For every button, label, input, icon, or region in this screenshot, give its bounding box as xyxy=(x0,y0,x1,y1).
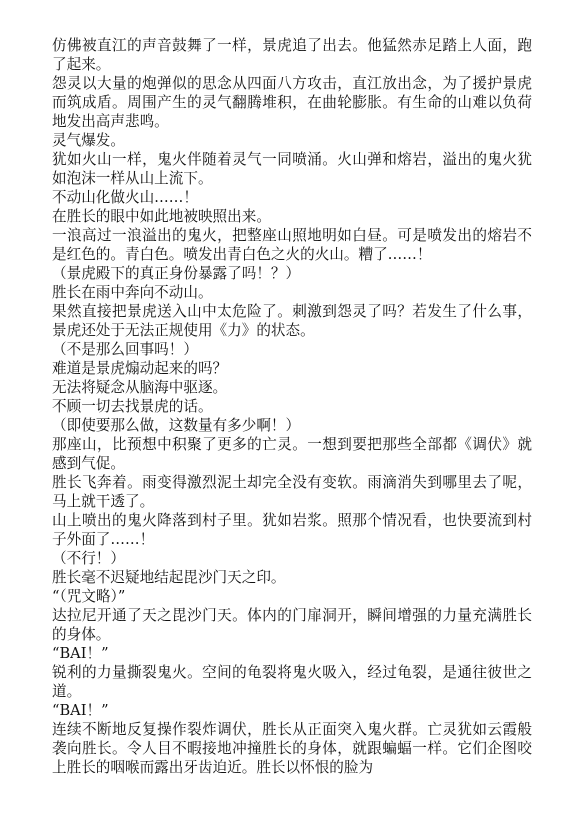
paragraph: 一浪高过一浪溢出的鬼火，把整座山照地明如白昼。可是喷发出的熔岩不是红色的。青白色。喷发出青白色之火的火山。糟了……！ xyxy=(52,227,532,263)
paragraph: 山上喷出的鬼火降落到村子里。犹如岩浆。照那个情况看，也快要流到村子外面了……！ xyxy=(52,512,532,548)
paragraph: （不是那么回事吗！） xyxy=(52,341,198,358)
paragraph: 果然直接把景虎送入山中太危险了。刺激到怨灵了吗？若发生了什么事，景虎还处于无法正规使用《力》的状态。 xyxy=(52,303,532,339)
paragraph: 难道是景虎煽动起来的吗？ xyxy=(52,360,228,377)
paragraph: 胜长毫不迟疑地结起毘沙门天之印。 xyxy=(52,569,286,586)
paragraph: 不动山化做火山……！ xyxy=(52,189,198,206)
paragraph: 胜长在雨中奔向不动山。 xyxy=(52,284,213,301)
paragraph: 灵气爆发。 xyxy=(52,132,125,149)
paragraph: （即使要那么做，这数量有多少啊！） xyxy=(52,417,301,434)
paragraph: “BAI！” xyxy=(52,645,109,662)
paragraph: 胜长飞奔着。雨变得激烈泥土却完全没有变软。雨滴消失到哪里去了呢，马上就干透了。 xyxy=(52,474,532,510)
paragraph: 锐利的力量撕裂鬼火。空间的龟裂将鬼火吸入，经过龟裂，是通往彼世之道。 xyxy=(52,664,532,700)
paragraph: 在胜长的眼中如此地被映照出来。 xyxy=(52,208,271,225)
paragraph: 那座山，比预想中积聚了更多的亡灵。一想到要把那些全部都《调伏》就感到气促。 xyxy=(52,436,532,472)
paragraph: 达拉尼开通了天之毘沙门天。体内的门扉洞开，瞬间增强的力量充满胜长的身体。 xyxy=(52,607,532,643)
document-body xyxy=(52,36,532,777)
paragraph: （景虎殿下的真正身份暴露了吗！？） xyxy=(52,265,301,282)
paragraph: （不行！） xyxy=(52,550,125,567)
paragraph: “（咒文略）” xyxy=(52,588,126,605)
paragraph: 连续不断地反复操作裂炸调伏，胜长从正面突入鬼火群。亡灵犹如云霞般袭向胜长。令人目不暇接地冲撞胜长的身体，就跟蝙蝠一样。它们企图咬上胜长的咽喉而露出牙齿迫近。胜长以怀恨的脸为 xyxy=(52,721,532,776)
paragraph: 仿佛被直江的声音鼓舞了一样，景虎追了出去。他猛然赤足踏上人面，跑了起来。 xyxy=(52,37,532,73)
paragraph: 不顾一切去找景虎的话。 xyxy=(52,398,213,415)
paragraph: “BAI！” xyxy=(52,702,109,719)
paragraph: 无法将疑念从脑海中驱逐。 xyxy=(52,379,228,396)
paragraph: 犹如火山一样，鬼火伴随着灵气一同喷涌。火山弹和熔岩，溢出的鬼火犹如泡沫一样从山上流下。 xyxy=(52,151,532,187)
paragraph: 怨灵以大量的炮弹似的思念从四面八方攻击，直江放出念，为了援护景虎而筑成盾。周围产生的灵气翻腾堆积，在曲轮膨胀。有生命的山难以负荷地发出高声悲鸣。 xyxy=(52,75,532,130)
